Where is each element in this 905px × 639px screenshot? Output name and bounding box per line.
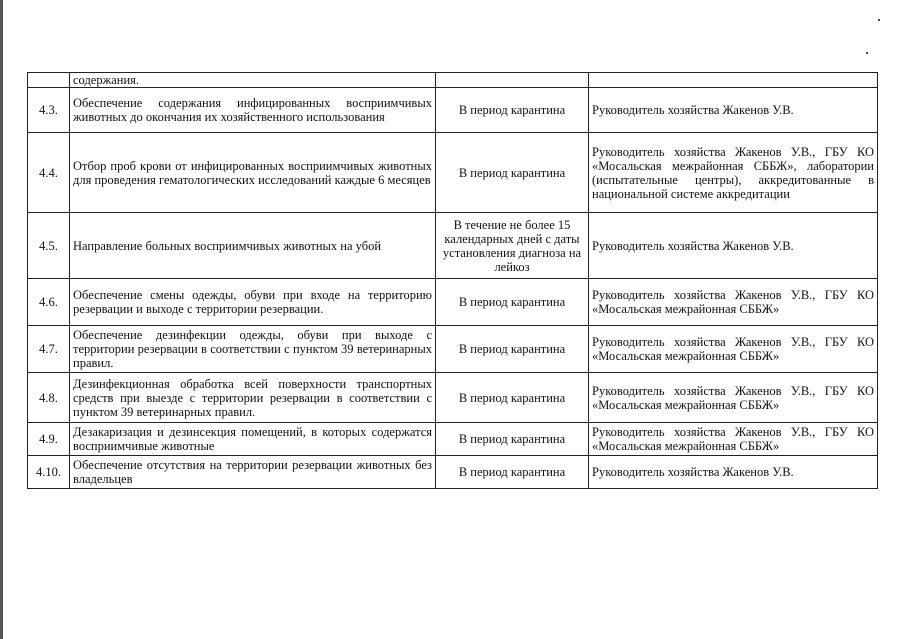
- row-number: [28, 73, 70, 88]
- table-row: [28, 456, 878, 489]
- scan-left-edge: [0, 0, 3, 639]
- row-responsible: Руководитель хозяйства Жакенов У.В., ГБУ КО «Мосальская межрайонная СББЖ»: [589, 279, 878, 326]
- row-responsible: Руководитель хозяйства Жакенов У.В.: [589, 213, 878, 279]
- row-number: 4.3.: [28, 88, 70, 133]
- row-term: В период карантина: [436, 279, 589, 326]
- row-number: 4.10.: [28, 456, 70, 489]
- row-task: Направление больных восприимчивых животных на убой: [70, 213, 436, 279]
- row-task: Дезакаризация и дезинсекция помещений, в которых содержатся восприимчивые животные: [70, 423, 436, 456]
- row-responsible: Руководитель хозяйства Жакенов У.В., ГБУ КО «Мосальская межрайонная СББЖ», лаборатории (испытательные центры), аккредитованные в национальной системе аккредитации: [589, 133, 878, 213]
- table-row: [28, 373, 878, 423]
- scan-speck: [878, 19, 880, 21]
- row-task: Отбор проб крови от инфицированных восприимчивых животных для проведения гематологических исследований каждые 6 месяцев: [70, 133, 436, 213]
- row-number: 4.9.: [28, 423, 70, 456]
- row-term: В период карантина: [436, 88, 589, 133]
- row-responsible: Руководитель хозяйства Жакенов У.В., ГБУ КО «Мосальская межрайонная СББЖ»: [589, 326, 878, 373]
- table-row: [28, 213, 878, 279]
- scan-speck: [866, 52, 868, 54]
- table-row: [28, 423, 878, 456]
- table-row: [28, 326, 878, 373]
- row-term: [436, 73, 589, 88]
- row-term: В период карантина: [436, 456, 589, 489]
- row-number: 4.4.: [28, 133, 70, 213]
- row-task: Обеспечение содержания инфицированных восприимчивых животных до окончания их хозяйственного использования: [70, 88, 436, 133]
- row-task: Обеспечение отсутствия на территории резервации животных без владельцев: [70, 456, 436, 489]
- row-number: 4.6.: [28, 279, 70, 326]
- row-term: В период карантина: [436, 133, 589, 213]
- row-number: 4.5.: [28, 213, 70, 279]
- row-term: В период карантина: [436, 326, 589, 373]
- row-responsible: Руководитель хозяйства Жакенов У.В.: [589, 88, 878, 133]
- measures-table: [27, 72, 878, 489]
- row-term: В период карантина: [436, 423, 589, 456]
- table-row: [28, 73, 878, 88]
- row-responsible: Руководитель хозяйства Жакенов У.В., ГБУ КО «Мосальская межрайонная СББЖ»: [589, 373, 878, 423]
- row-term: В период карантина: [436, 373, 589, 423]
- row-task: содержания.: [70, 73, 436, 88]
- table-row: [28, 133, 878, 213]
- row-responsible: Руководитель хозяйства Жакенов У.В.: [589, 456, 878, 489]
- row-responsible: Руководитель хозяйства Жакенов У.В., ГБУ КО «Мосальская межрайонная СББЖ»: [589, 423, 878, 456]
- row-task: Обеспечение смены одежды, обуви при входе на территорию резервации и выходе с территории резервации.: [70, 279, 436, 326]
- row-number: 4.8.: [28, 373, 70, 423]
- row-responsible: [589, 73, 878, 88]
- table-row: [28, 279, 878, 326]
- row-number: 4.7.: [28, 326, 70, 373]
- row-task: Дезинфекционная обработка всей поверхности транспортных средств при выезде с территории резервации в соответствии с пунктом 39 ветеринарных правил.: [70, 373, 436, 423]
- table-row: [28, 88, 878, 133]
- row-task: Обеспечение дезинфекции одежды, обуви при выходе с территории резервации в соответствии с пунктом 39 ветеринарных правил.: [70, 326, 436, 373]
- row-term: В течение не более 15 календарных дней с даты установления диагноза на лейкоз: [436, 213, 589, 279]
